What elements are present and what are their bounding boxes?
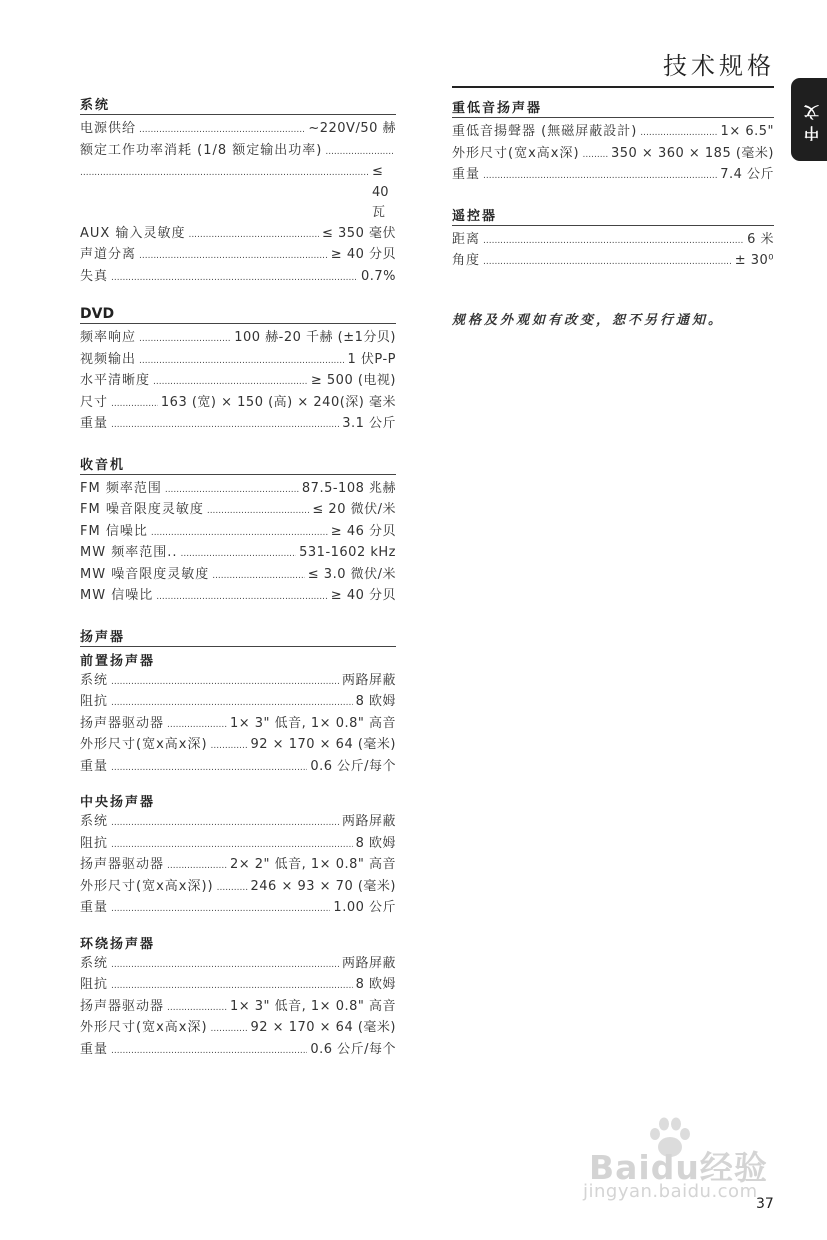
dot-leader bbox=[165, 479, 299, 501]
spec-value: ≤ 3.0 微伏/米 bbox=[307, 566, 396, 582]
spec-label: 阻抗 bbox=[80, 694, 109, 709]
baidu-watermark bbox=[583, 1116, 778, 1206]
spec-section bbox=[80, 626, 396, 1062]
dot-leader bbox=[211, 1018, 248, 1040]
spec-value: 163 (宽) × 150 (高) × 240(深) 毫米 bbox=[160, 394, 396, 410]
spec-label: 系统 bbox=[80, 955, 109, 971]
spec-label: 扬声器驱动器 bbox=[80, 715, 165, 731]
dot-leader bbox=[139, 245, 328, 267]
spec-row bbox=[80, 692, 396, 714]
spec-row bbox=[80, 141, 396, 163]
dot-leader bbox=[111, 414, 339, 436]
dot-leader bbox=[153, 371, 308, 393]
dot-leader bbox=[583, 144, 608, 166]
watermark-url: jingyan.baidu.com bbox=[583, 1181, 758, 1202]
spec-row bbox=[80, 898, 396, 920]
spec-row bbox=[80, 245, 396, 267]
left-column bbox=[80, 94, 396, 1079]
spec-row bbox=[452, 122, 774, 144]
dot-leader bbox=[640, 122, 717, 144]
spec-label: 额定工作功率消耗 (1/8 额定输出功率) bbox=[80, 142, 323, 158]
dot-leader bbox=[483, 251, 732, 273]
spec-value: 1.00 公斤 bbox=[333, 900, 396, 915]
spec-value: 1× 3" 低音, 1× 0.8" 高音 bbox=[229, 715, 396, 731]
watermark-text: Baidu经验 bbox=[589, 1148, 768, 1187]
spec-value: 246 × 93 × 70 (毫米) bbox=[250, 878, 396, 894]
spec-value: ≥ 40 分贝 bbox=[330, 588, 396, 603]
right-column bbox=[452, 97, 774, 328]
spec-section bbox=[452, 97, 774, 187]
dot-leader bbox=[188, 224, 319, 246]
spec-label: AUX 输入灵敏度 bbox=[80, 225, 186, 241]
spec-label: 重量 bbox=[452, 167, 481, 182]
page-number: 37 bbox=[756, 1196, 774, 1212]
spec-group bbox=[80, 650, 396, 779]
spec-value: 92 × 170 × 64 (毫米) bbox=[250, 737, 396, 752]
dot-leader bbox=[111, 834, 353, 856]
dot-leader bbox=[111, 671, 339, 693]
spec-label: 重量 bbox=[80, 758, 109, 774]
language-tab bbox=[791, 78, 827, 161]
spec-value: 1× 3" 低音, 1× 0.8" 高音 bbox=[229, 998, 396, 1014]
language-tab-label: 中文 bbox=[802, 98, 821, 141]
spec-value: ~220V/50 赫 bbox=[308, 121, 396, 136]
spec-row bbox=[80, 855, 396, 877]
spec-label: 失真 bbox=[80, 268, 109, 284]
dot-leader bbox=[111, 757, 307, 779]
group-subheading: 中央扬声器 bbox=[80, 795, 156, 810]
spec-row bbox=[80, 812, 396, 834]
spec-label: 视频输出 bbox=[80, 351, 137, 367]
spec-group bbox=[80, 933, 396, 1062]
dot-leader bbox=[212, 565, 305, 587]
spec-row bbox=[80, 877, 396, 899]
spec-row bbox=[80, 224, 396, 246]
spec-value: 7.4 公斤 bbox=[720, 167, 774, 182]
spec-value: 1× 6.5" bbox=[720, 124, 774, 139]
notice-text: 规格及外观如有改变，恕不另行通知。 bbox=[452, 312, 725, 328]
spec-value: ≥ 500 (电视) bbox=[310, 373, 396, 388]
spec-label: 角度 bbox=[452, 253, 481, 268]
spec-group bbox=[80, 119, 396, 288]
spec-label: 系统 bbox=[80, 814, 109, 829]
spec-group bbox=[452, 122, 774, 187]
spec-row bbox=[80, 522, 396, 544]
dot-leader bbox=[217, 877, 248, 899]
spec-row bbox=[80, 997, 396, 1019]
spec-value: 8 欧姆 bbox=[355, 835, 396, 851]
spec-value: 0.6 公斤/每个 bbox=[310, 758, 396, 774]
spec-value: ≤ 20 微伏/米 bbox=[312, 502, 396, 517]
spec-label: 阻抗 bbox=[80, 977, 109, 992]
spec-label: 频率响应 bbox=[80, 330, 137, 345]
spec-value: 92 × 170 × 64 (毫米) bbox=[250, 1020, 396, 1035]
spec-value: 100 赫-20 千赫 (±1分贝) bbox=[234, 330, 396, 345]
dot-leader bbox=[111, 692, 353, 714]
dot-leader bbox=[151, 522, 328, 544]
spec-row bbox=[80, 671, 396, 693]
spec-label: 外形尺寸(宽x高x深) bbox=[452, 145, 580, 161]
section-heading: 重低音扬声器 bbox=[452, 97, 774, 118]
spec-value: 6 米 bbox=[747, 231, 774, 247]
spec-label: 重量 bbox=[80, 416, 109, 431]
spec-label: 距离 bbox=[452, 231, 481, 247]
spec-label: 外形尺寸(宽x高x深) bbox=[80, 737, 208, 752]
spec-row bbox=[80, 1040, 396, 1062]
spec-label: 重量 bbox=[80, 900, 109, 915]
spec-row bbox=[80, 1018, 396, 1040]
dot-leader bbox=[211, 735, 248, 757]
spec-row bbox=[80, 975, 396, 997]
spec-label: 声道分离 bbox=[80, 247, 137, 262]
spec-value: 两路屏蔽 bbox=[341, 672, 396, 688]
spec-label: 扬声器驱动器 bbox=[80, 857, 165, 872]
dot-leader bbox=[111, 975, 353, 997]
title-rule bbox=[452, 86, 774, 88]
spec-section bbox=[452, 205, 774, 273]
section-heading: 遥控器 bbox=[452, 205, 774, 226]
spec-label: 重低音揚聲器 (無磁屏蔽設計) bbox=[452, 124, 638, 139]
dot-leader bbox=[111, 393, 158, 415]
spec-section bbox=[80, 306, 396, 436]
spec-row bbox=[80, 393, 396, 415]
spec-group bbox=[80, 479, 396, 608]
spec-label: MW 频率范围.. bbox=[80, 545, 178, 560]
spec-row bbox=[452, 165, 774, 187]
spec-group bbox=[80, 328, 396, 436]
spec-label: 重量 bbox=[80, 1041, 109, 1057]
spec-row bbox=[80, 586, 396, 608]
spec-row bbox=[80, 834, 396, 856]
spec-value: 8 欧姆 bbox=[355, 977, 396, 992]
dot-leader bbox=[207, 500, 310, 522]
spec-label: 尺寸 bbox=[80, 394, 109, 410]
spec-label: MW 信噪比 bbox=[80, 588, 154, 603]
dot-leader bbox=[111, 898, 330, 920]
spec-value: ≤ 40 瓦 bbox=[372, 164, 389, 220]
spec-value: 531-1602 kHz bbox=[299, 545, 396, 560]
group-subheading: 前置扬声器 bbox=[80, 653, 156, 669]
dot-leader bbox=[180, 543, 296, 565]
spec-label: FM 信噪比 bbox=[80, 523, 148, 539]
spec-value: 两路屏蔽 bbox=[341, 814, 396, 829]
dot-leader bbox=[167, 714, 227, 736]
dot-leader bbox=[167, 855, 227, 877]
page-title: 技术规格 bbox=[663, 52, 775, 80]
spec-value: 两路屏蔽 bbox=[341, 955, 396, 971]
spec-value: ≤ 350 毫伏 bbox=[322, 225, 396, 241]
spec-row bbox=[80, 543, 396, 565]
spec-value: 87.5-108 兆赫 bbox=[301, 480, 396, 496]
dot-leader bbox=[167, 997, 227, 1019]
spec-label: 阻抗 bbox=[80, 835, 109, 851]
spec-row bbox=[80, 714, 396, 736]
spec-value: ≥ 40 分贝 bbox=[330, 247, 396, 262]
spec-group bbox=[80, 791, 396, 920]
spec-row bbox=[80, 267, 396, 289]
spec-row bbox=[80, 500, 396, 522]
dot-leader bbox=[139, 350, 344, 372]
spec-label: 水平清晰度 bbox=[80, 373, 151, 388]
dot-leader bbox=[325, 141, 393, 163]
spec-group bbox=[452, 230, 774, 273]
dot-leader bbox=[483, 230, 744, 252]
dot-leader bbox=[483, 165, 717, 187]
dot-leader bbox=[156, 586, 328, 608]
spec-row bbox=[80, 371, 396, 393]
dot-leader bbox=[80, 162, 369, 184]
spec-label: 外形尺寸(宽x高x深)) bbox=[80, 878, 214, 894]
spec-label: 系统 bbox=[80, 672, 109, 688]
spec-row-continuation bbox=[80, 162, 396, 224]
section-heading: 系统 bbox=[80, 94, 396, 115]
spec-value: 1 伏P-P bbox=[347, 351, 396, 367]
dot-leader bbox=[111, 1040, 307, 1062]
spec-row bbox=[452, 144, 774, 166]
spec-value: ≥ 46 分贝 bbox=[330, 523, 396, 539]
spec-row bbox=[80, 328, 396, 350]
spec-section bbox=[80, 454, 396, 608]
spec-row bbox=[452, 251, 774, 273]
section-heading: DVD bbox=[80, 306, 396, 324]
spec-row bbox=[80, 954, 396, 976]
spec-row bbox=[80, 479, 396, 501]
spec-value: 2× 2" 低音, 1× 0.8" 高音 bbox=[229, 857, 396, 872]
spec-value: 8 欧姆 bbox=[355, 694, 396, 709]
dot-leader bbox=[139, 119, 305, 141]
section-heading: 扬声器 bbox=[80, 626, 396, 647]
spec-value: ± 30⁰ bbox=[734, 253, 774, 268]
spec-value: 3.1 公斤 bbox=[342, 416, 396, 431]
spec-value: 350 × 360 × 185 (毫米) bbox=[610, 145, 774, 161]
spec-label: FM 噪音限度灵敏度 bbox=[80, 502, 204, 517]
group-subheading: 环绕扬声器 bbox=[80, 936, 156, 952]
spec-label: MW 噪音限度灵敏度 bbox=[80, 566, 210, 582]
spec-row bbox=[80, 735, 396, 757]
spec-row bbox=[80, 350, 396, 372]
spec-label: 电源供给 bbox=[80, 121, 137, 136]
spec-row bbox=[80, 757, 396, 779]
spec-label: 外形尺寸(宽x高x深) bbox=[80, 1020, 208, 1035]
spec-row bbox=[80, 414, 396, 436]
spec-label: FM 频率范围 bbox=[80, 480, 162, 496]
spec-row bbox=[452, 230, 774, 252]
spec-label: 扬声器驱动器 bbox=[80, 998, 165, 1014]
dot-leader bbox=[111, 812, 339, 834]
spec-value: 0.6 公斤/每个 bbox=[310, 1041, 396, 1057]
spec-section bbox=[80, 94, 396, 288]
spec-row bbox=[80, 119, 396, 141]
dot-leader bbox=[139, 328, 231, 350]
section-heading: 收音机 bbox=[80, 454, 396, 475]
dot-leader bbox=[111, 954, 339, 976]
spec-value: 0.7% bbox=[360, 268, 396, 284]
dot-leader bbox=[111, 267, 358, 289]
spec-row bbox=[80, 565, 396, 587]
